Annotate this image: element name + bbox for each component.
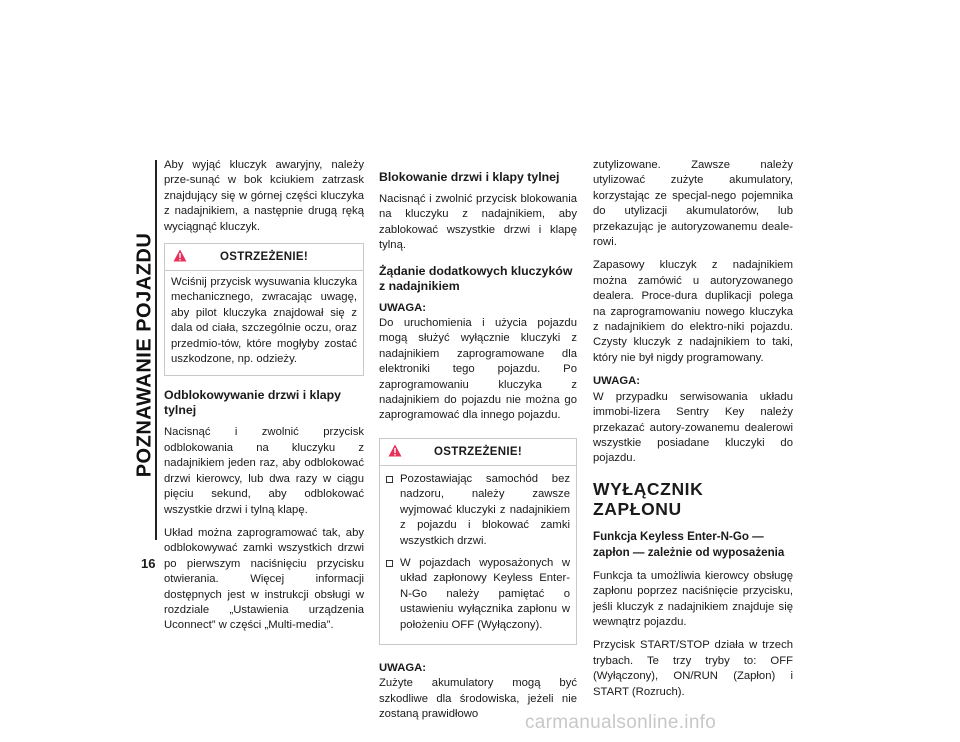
subheading-keyless: Funkcja Keyless Enter-N-Go — zapłon — zależnie od wyposażenia — [593, 529, 785, 559]
note-title: UWAGA: — [379, 661, 427, 674]
warning-bullet — [386, 472, 570, 549]
paragraph-unlock: Nacisnąć i zwolnić przycisk odblokowania na kluczyku z nadajnikiem jeden raz, aby odblokować drzwi kierowcy, lub dwa razy w ciągu pięciu sekund, aby odblokować wszystkie drzwi i tylną klapę. — [164, 426, 364, 516]
note-text: Zużyte akumulatory mogą być szkodliwe dla środowiska, jeżeli nie zostaną prawidłowo — [379, 677, 577, 721]
warning-triangle-icon — [388, 444, 402, 457]
note-1 — [379, 301, 577, 424]
watermark: carmanualsonline.info — [525, 712, 717, 733]
warning-body — [165, 271, 363, 375]
warning-label: OSTRZEŻENIE! — [220, 251, 308, 264]
warning-bullet — [386, 556, 570, 633]
paragraph-start-stop: Przycisk START/STOP działa w trzech trybach. Te trzy tryby to: OFF (Wyłączony), ON/RUN (Zapłon) i START (Rozruch). — [593, 639, 793, 698]
warning-header — [165, 244, 363, 271]
paragraph-disposal: zutylizowane. Zawsze należy utylizować zużyte akumulatory, korzystając ze specjal-nego pojemnika do utylizacji akumulatorów, lub przekazując je autoryzowanemu deale-rowi. — [593, 159, 793, 249]
section-heading-ignition: WYŁĄCZNIK ZAPŁONU — [593, 478, 704, 519]
note-title: UWAGA: — [593, 375, 641, 388]
section-side-title-text: POZNAWANIE POJAZDU — [133, 232, 156, 478]
warning-bullet-text: W pojazdach wyposażonych w układ zapłonowy Keyless Enter-N-Go należy pamiętać o ustawieniu wyłącznika zapłonu w położeniu OFF (Wyłączony). — [400, 556, 570, 631]
warning-header — [380, 439, 576, 466]
paragraph-emergency-key: Aby wyjąć kluczyk awaryjny, należy prze-sunąć w bok kciukiem zatrzask znajdujący się w górnej części kluczyka z nadajnikiem, a następnie drugą ręką wyciągnąć kluczyk. — [164, 159, 364, 233]
heading-extra-keys: Żądanie dodatkowych kluczyków z nadajnikiem — [379, 263, 573, 293]
warning-text: Wciśnij przycisk wysuwania kluczyka mechanicznego, zwracając uwagę, aby pilot kluczyka znajdował się z dala od ciała, szczególnie oczu, oraz przedmio-tów, które mogłyby zostać uszkodzone, np. odzieży. — [171, 276, 357, 366]
heading-lock: Blokowanie drzwi i klapy tylnej — [379, 170, 560, 184]
warning-bullet-text: Pozostawiając samochód bez nadzoru, należy zawsze wyjmować kluczyki z nadajnikiem z pojazdu i blokować zamki wszystkich drzwi. — [400, 472, 570, 547]
note-text: Do uruchomienia i użycia pojazdu mogą służyć wyłącznie kluczyki z nadajnikiem zaprogramowane dla elektroniki tego pojazdu. Po zaprogramowaniu kluczyka z nadajnikiem do pojazdu nie można go zaprogramować dla innego pojazdu. — [379, 317, 577, 422]
paragraph-keyless: Funkcja ta umożliwia kierowcy obsługę zapłonu poprzez naciśnięcie przycisku, jeśli kluczyk z nadajnikiem znajduje się wewnątrz pojazdu. — [593, 569, 793, 628]
paragraph-spare-key: Zapasowy kluczyk z nadajnikiem można zamówić u autoryzowanego dealera. Proce-dura duplikacji polega na zaprogramowaniu nowego kluczyka z nadajnikiem do elektro-niki pojazdu. Czysty kluczyk z nadajnikiem to taki, który nie był nigdy programowany. — [593, 259, 793, 364]
column-3 — [593, 158, 793, 708]
warning-label: OSTRZEŻENIE! — [434, 445, 522, 458]
note-text: W przypadku serwisowania układu immobi-lizera Sentry Key należy przekazać autory-zowanemu dealerowi wszystkie posiadane kluczyki do pojazdu. — [593, 390, 793, 465]
paragraph-lock: Nacisnąć i zwolnić przycisk blokowania na kluczyku z nadajnikiem, aby zablokować wszystkie drzwi i klapę tylną. — [379, 193, 577, 252]
heading-unlock: Odblokowywanie drzwi i klapy tylnej — [164, 388, 341, 418]
warning-triangle-icon — [173, 249, 187, 262]
paragraph-unlock-program: Układ można zaprogramować tak, aby odblokowywać zamki wszystkich drzwi po pierwszym naciśnięciu przycisku otwierania. Więcej informacji dostępnych jest w instrukcji obsługi w rozdziale „Ustawienia urządzenia Uconnect” w części „Multi-media”. — [164, 526, 364, 632]
column-1 — [164, 158, 364, 642]
side-divider — [155, 160, 157, 540]
note-3 — [593, 374, 793, 466]
bullet-square-icon — [386, 476, 393, 483]
warning-box-1 — [164, 243, 364, 376]
column-2 — [379, 158, 577, 731]
note-title: UWAGA: — [379, 301, 427, 314]
bullet-square-icon — [386, 560, 393, 567]
warning-body — [380, 466, 576, 644]
warning-box-2 — [379, 438, 577, 645]
page-number: 16 — [141, 556, 156, 571]
